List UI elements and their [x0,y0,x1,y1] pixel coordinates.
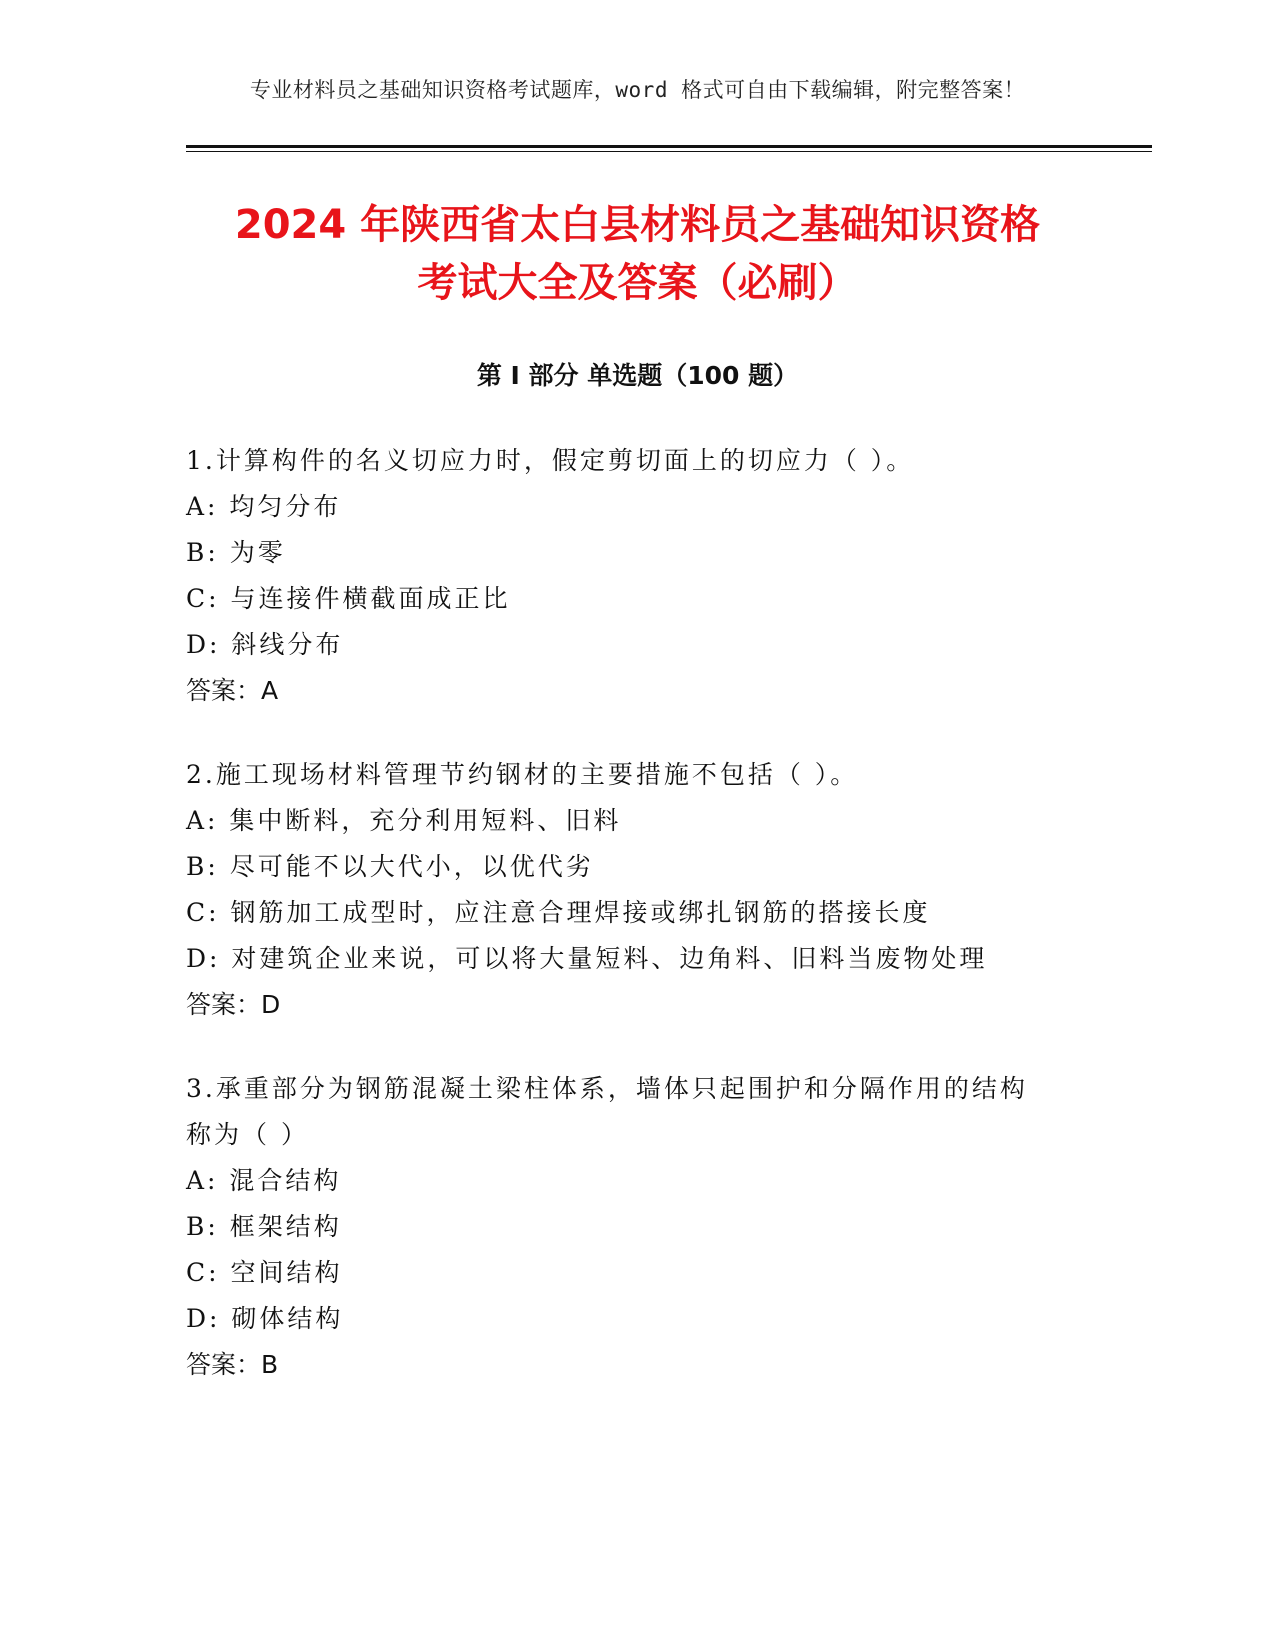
question-stem-continuation: 称为（ ） [186,1120,309,1149]
option-b: B: 为零 [186,538,286,567]
answer: 答案：A [186,676,279,705]
question-2 [186,752,1086,1028]
question-stem: 2.施工现场材料管理节约钢材的主要措施不包括（ ）。 [186,760,859,789]
answer: 答案：B [186,1350,279,1379]
question-3 [186,1066,1086,1388]
option-a: A: 混合结构 [186,1166,342,1195]
option-d: D: 斜线分布 [186,630,344,659]
header-note: 专业材料员之基础知识资格考试题库，word 格式可自由下载编辑，附完整答案！ [249,78,1026,102]
answer: 答案：D [186,990,281,1019]
header-rule-thin [186,151,1152,152]
option-b: B: 框架结构 [186,1212,342,1241]
document-title [150,196,1125,312]
document-title-line-2: 考试大全及答案（必刷） [417,260,858,306]
option-c: C: 钢筋加工成型时，应注意合理焊接或绑扎钢筋的搭接长度 [186,898,931,927]
question-stem: 3.承重部分为钢筋混凝土梁柱体系，墙体只起围护和分隔作用的结构 [186,1074,1028,1103]
option-c: C: 空间结构 [186,1258,343,1287]
document-title-line-1: 2024 年陕西省太白县材料员之基础知识资格 [234,202,1041,248]
option-b: B: 尽可能不以大代小，以优代劣 [186,852,594,881]
option-d: D: 对建筑企业来说，可以将大量短料、边角料、旧料当废物处理 [186,944,988,973]
question-stem: 1.计算构件的名义切应力时，假定剪切面上的切应力（ ）。 [186,446,915,475]
option-c: C: 与连接件横截面成正比 [186,584,511,613]
section-heading: 第 I 部分 单选题（100 题） [476,361,799,390]
question-1 [186,438,1086,714]
option-a: A: 集中断料，充分利用短料、旧料 [186,806,622,835]
header-rule-thick [186,145,1152,148]
option-d: D: 砌体结构 [186,1304,344,1333]
option-a: A: 均匀分布 [186,492,342,521]
